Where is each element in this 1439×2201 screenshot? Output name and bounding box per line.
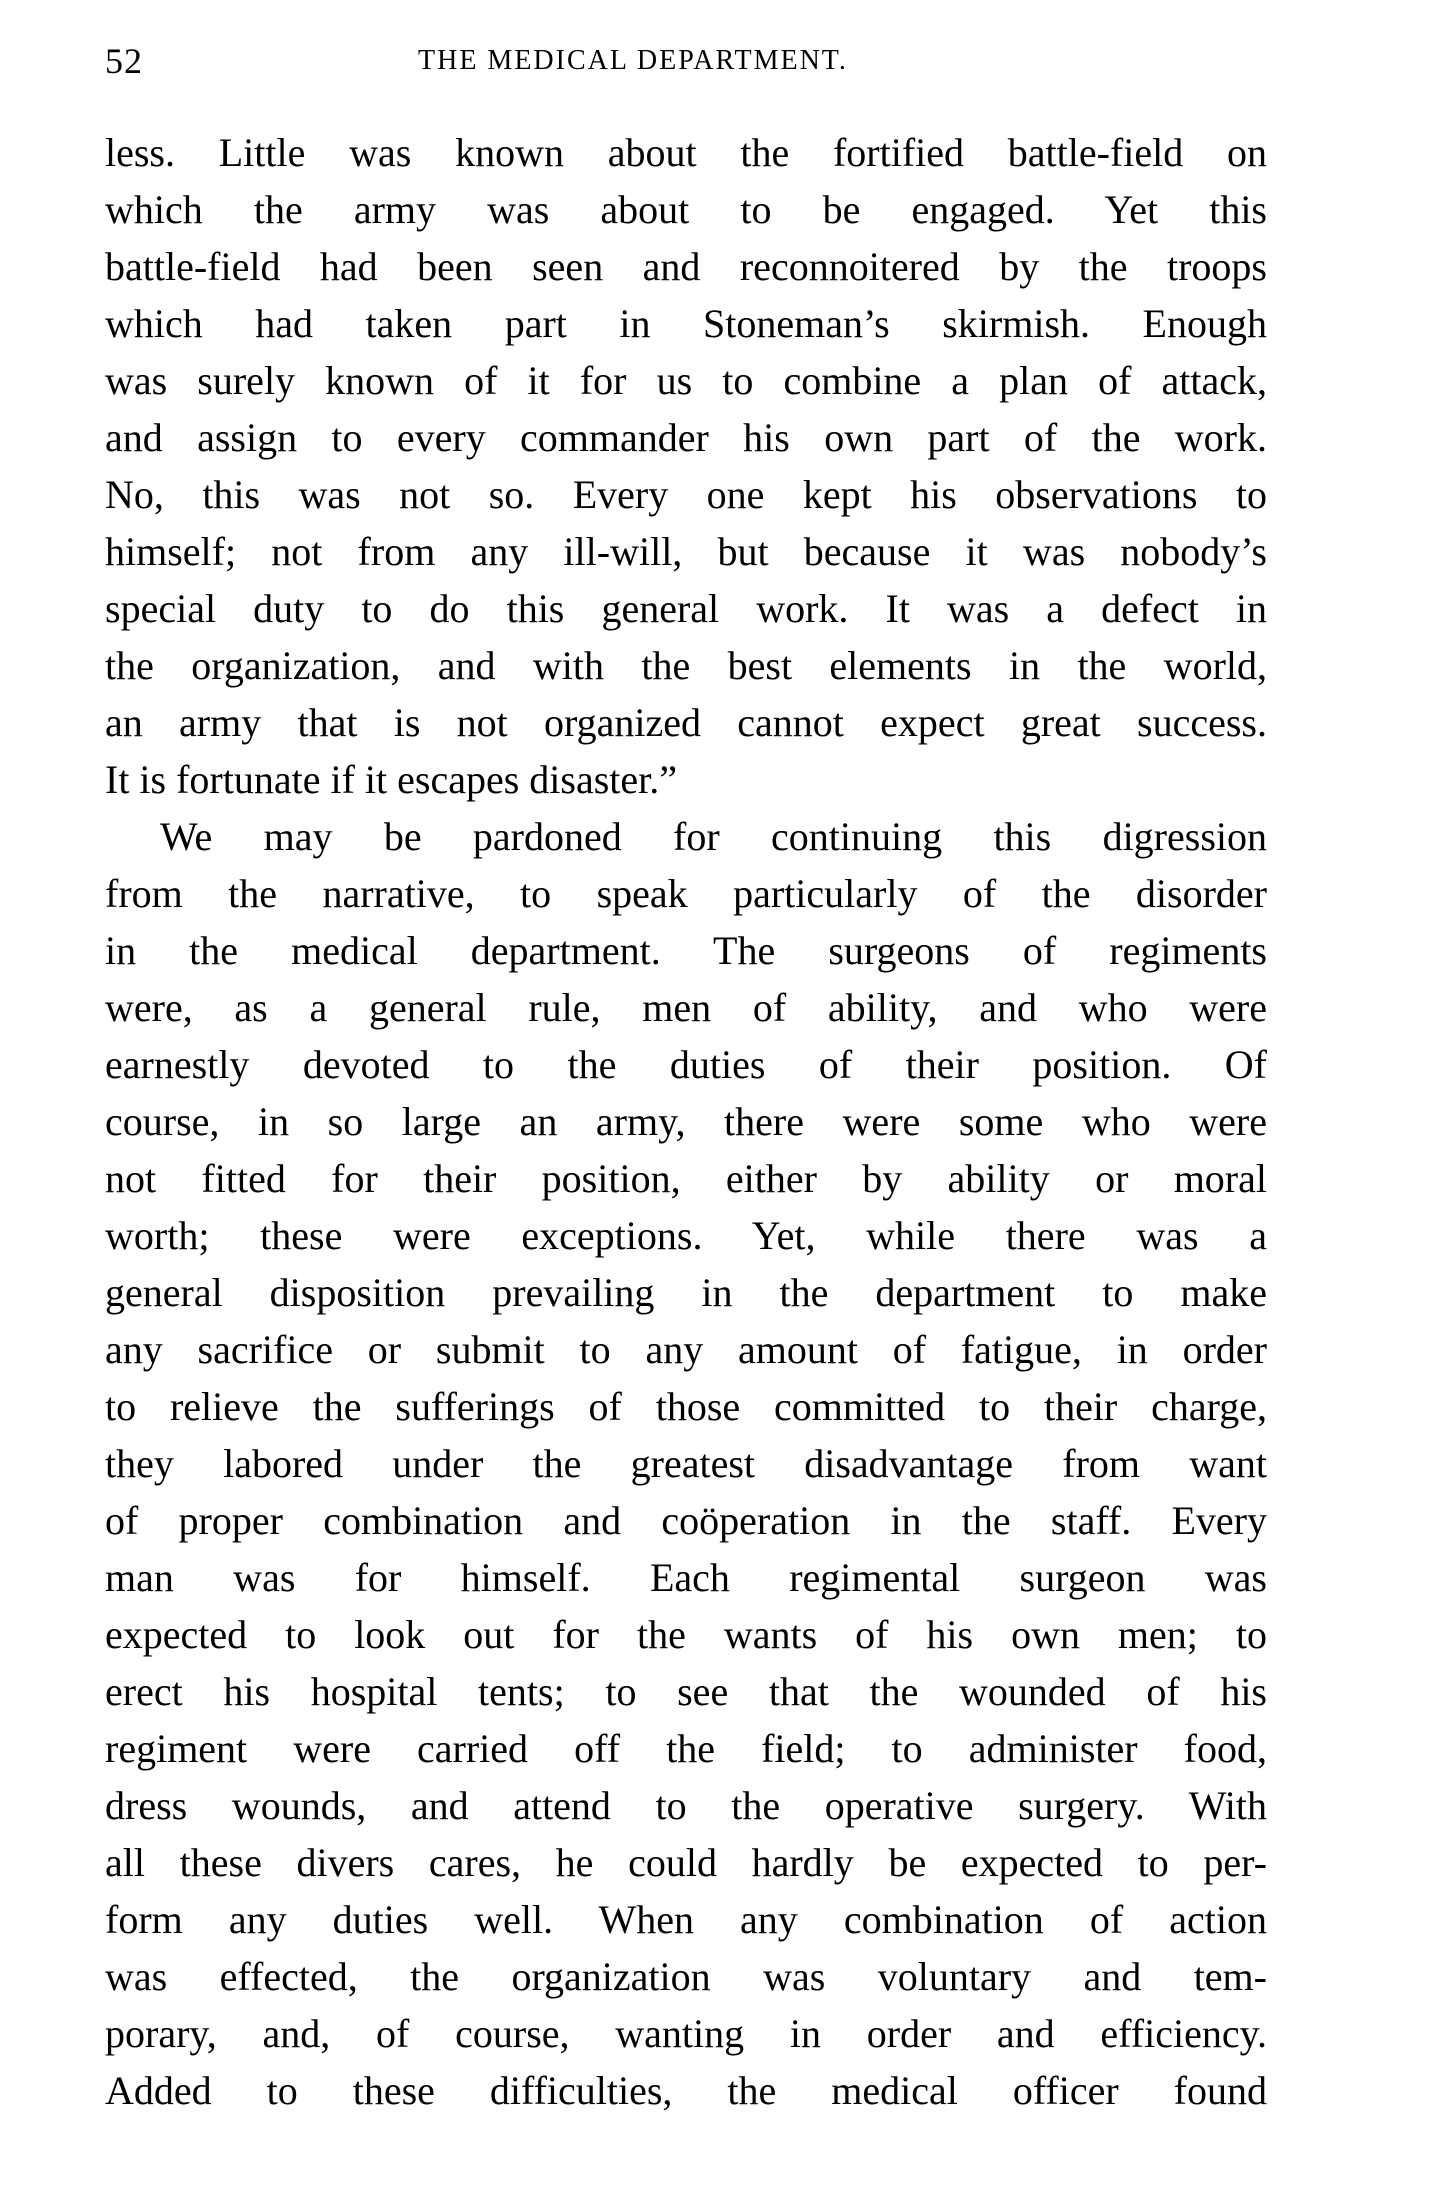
running-head bbox=[105, 36, 1267, 86]
text-line: was surely known of it for us to combine a plan of attack, bbox=[105, 358, 1267, 403]
text-line: was effected, the organization was voluntary and tem- bbox=[105, 1954, 1267, 1999]
text-line: they labored under the greatest disadvantage from want bbox=[105, 1441, 1267, 1486]
text-line: dress wounds, and attend to the operative surgery. With bbox=[105, 1783, 1267, 1828]
text-line: We may be pardoned for continuing this digression bbox=[160, 814, 1267, 859]
paragraph-2 bbox=[105, 808, 1267, 2119]
running-title: THE MEDICAL DEPARTMENT. bbox=[418, 45, 848, 76]
text-line: in the medical department. The surgeons of regiments bbox=[105, 928, 1267, 973]
text-line: which had taken part in Stoneman’s skirmish. Enough bbox=[105, 301, 1267, 346]
text-line: were, as a general rule, men of ability, and who were bbox=[105, 985, 1267, 1030]
text-line: No, this was not so. Every one kept his observations to bbox=[105, 472, 1267, 517]
text-line: not fitted for their position, either by ability or moral bbox=[105, 1156, 1267, 1201]
text-line: from the narrative, to speak particularly of the disorder bbox=[105, 871, 1267, 916]
paragraph-1 bbox=[105, 124, 1267, 808]
text-line: of proper combination and coöperation in the staff. Every bbox=[105, 1498, 1267, 1543]
text-line: to relieve the sufferings of those committed to their charge, bbox=[105, 1384, 1267, 1429]
text-line: worth; these were exceptions. Yet, while there was a bbox=[105, 1213, 1267, 1258]
text-line: porary, and, of course, wanting in order and efficiency. bbox=[105, 2011, 1267, 2056]
text-line: regiment were carried off the field; to administer food, bbox=[105, 1726, 1267, 1771]
text-line: and assign to every commander his own part of the work. bbox=[105, 415, 1267, 460]
text-line: course, in so large an army, there were some who were bbox=[105, 1099, 1267, 1144]
text-line: It is fortunate if it escapes disaster.” bbox=[105, 757, 678, 802]
text-line: form any duties well. When any combination of action bbox=[105, 1897, 1267, 1942]
text-line: which the army was about to be engaged. Yet this bbox=[105, 187, 1267, 232]
text-line: any sacrifice or submit to any amount of fatigue, in order bbox=[105, 1327, 1267, 1372]
text-line: himself; not from any ill-will, but because it was nobody’s bbox=[105, 529, 1267, 574]
text-line: battle-field had been seen and reconnoitered by the troops bbox=[105, 244, 1267, 289]
body-text bbox=[105, 124, 1267, 2119]
text-line: erect his hospital tents; to see that the wounded of his bbox=[105, 1669, 1267, 1714]
text-line: an army that is not organized cannot expect great success. bbox=[105, 700, 1267, 745]
text-line: all these divers cares, he could hardly be expected to per- bbox=[105, 1840, 1267, 1885]
text-line: special duty to do this general work. It was a defect in bbox=[105, 586, 1267, 631]
page-number: 52 bbox=[105, 41, 143, 81]
text-line: expected to look out for the wants of his own men; to bbox=[105, 1612, 1267, 1657]
text-line: general disposition prevailing in the department to make bbox=[105, 1270, 1267, 1315]
text-line: man was for himself. Each regimental surgeon was bbox=[105, 1555, 1267, 1600]
text-line: less. Little was known about the fortified battle-field on bbox=[105, 130, 1267, 175]
text-line: Added to these difficulties, the medical officer found bbox=[105, 2068, 1267, 2113]
text-line: the organization, and with the best elements in the world, bbox=[105, 643, 1267, 688]
text-line: earnestly devoted to the duties of their position. Of bbox=[105, 1042, 1267, 1087]
